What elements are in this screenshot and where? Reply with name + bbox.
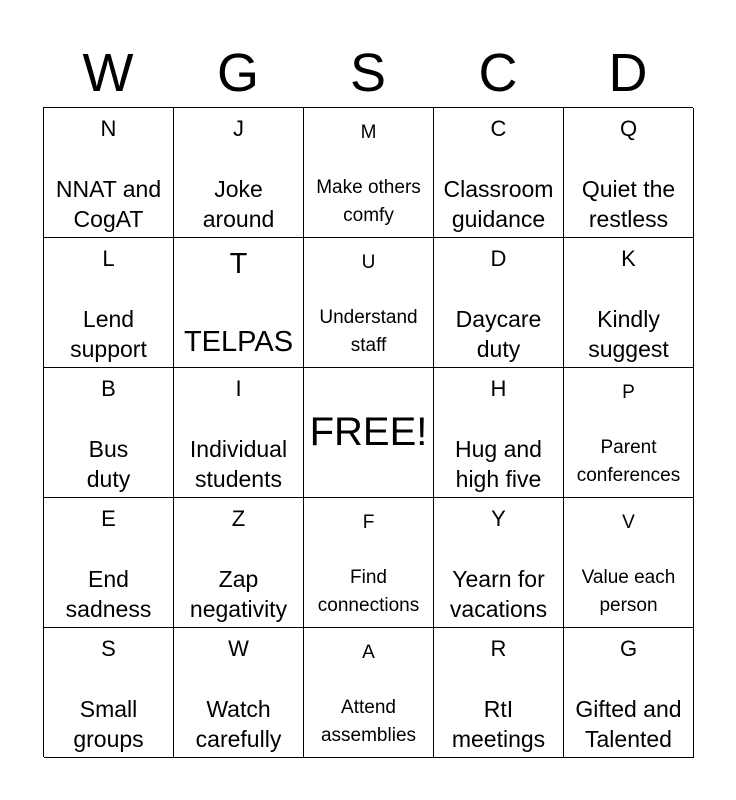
cell-letter: D (490, 246, 507, 271)
cell-text: Quiet the restless (581, 176, 676, 232)
bingo-board (43, 107, 693, 757)
cell-letter: U (361, 252, 376, 273)
cell-text: Classroom guidance (443, 176, 554, 232)
cell-text: Individual students (189, 436, 288, 492)
cell-text: Make others comfy (316, 177, 421, 226)
bingo-cell[interactable] (564, 108, 694, 238)
cell-text: Lend support (70, 306, 147, 362)
cell-text: Kindly suggest (588, 306, 669, 362)
cell-letter: P (622, 382, 635, 403)
cell-letter: M (360, 122, 377, 143)
cell-text: Hug and high five (455, 436, 542, 492)
bingo-cell[interactable] (44, 628, 174, 758)
cell-text: Find connections (317, 567, 420, 616)
cell-text: Small groups (73, 696, 144, 752)
bingo-cell[interactable] (304, 498, 434, 628)
bingo-cell[interactable] (434, 368, 564, 498)
cell-text: RtI meetings (451, 696, 546, 752)
bingo-cell[interactable] (44, 368, 174, 498)
cell-letter: E (101, 506, 116, 531)
bingo-cell[interactable] (174, 498, 304, 628)
bingo-cell[interactable] (434, 108, 564, 238)
cell-text: Watch carefully (195, 696, 282, 752)
cell-text: Understand staff (319, 307, 418, 356)
cell-letter: Q (619, 116, 638, 141)
cell-text: Value each person (581, 567, 676, 616)
cell-text: Daycare duty (455, 306, 542, 362)
cell-letter: G (619, 636, 638, 661)
bingo-cell[interactable] (174, 108, 304, 238)
cell-letter: L (102, 246, 115, 271)
cell-letter: B (101, 376, 116, 401)
cell-letter: J (233, 116, 244, 141)
cell-letter: N (100, 116, 117, 141)
cell-letter: I (235, 376, 242, 401)
cell-text: Attend assemblies (320, 697, 417, 746)
cell-letter: F (362, 512, 375, 533)
cell-text: Joke around (202, 176, 275, 232)
cell-text: Bus duty (86, 436, 131, 492)
cell-letter: K (621, 246, 636, 271)
header-letter-w: W (82, 43, 134, 103)
header-letter-g: G (216, 43, 259, 103)
header-letter-d: D (608, 43, 648, 103)
bingo-cell[interactable] (44, 498, 174, 628)
cell-letter: W (228, 636, 249, 661)
cell-text: NNAT and CogAT (55, 176, 162, 232)
cell-letter: S (101, 636, 116, 661)
bingo-cell[interactable] (304, 628, 434, 758)
bingo-cell[interactable] (304, 238, 434, 368)
bingo-cell[interactable] (434, 238, 564, 368)
bingo-cell[interactable] (174, 238, 304, 368)
bingo-cell[interactable] (564, 628, 694, 758)
cell-text: Yearn for vacations (449, 566, 548, 622)
bingo-cell[interactable] (434, 498, 564, 628)
cell-text: TELPAS (183, 326, 294, 358)
cell-text: Gifted and Talented (575, 696, 682, 752)
cell-letter: Y (491, 506, 506, 531)
cell-text: End sadness (65, 566, 152, 622)
header-letter-s: S (349, 43, 387, 103)
bingo-cell[interactable] (434, 628, 564, 758)
cell-letter: V (622, 512, 635, 533)
cell-letter: A (362, 642, 375, 663)
bingo-cell[interactable] (564, 368, 694, 498)
bingo-header (43, 40, 693, 106)
bingo-cell[interactable] (174, 368, 304, 498)
bingo-cell[interactable] (564, 238, 694, 368)
cell-letter: R (490, 636, 507, 661)
cell-letter: C (490, 116, 507, 141)
cell-letter: Z (231, 506, 246, 531)
cell-text: Zap negativity (189, 566, 288, 622)
free-space-cell[interactable] (304, 368, 434, 498)
bingo-cell[interactable] (44, 238, 174, 368)
header-letter-c: C (478, 43, 518, 103)
cell-text: Parent conferences (576, 437, 681, 486)
bingo-cell[interactable] (44, 108, 174, 238)
cell-letter: T (229, 248, 248, 280)
bingo-cell[interactable] (564, 498, 694, 628)
cell-letter: H (490, 376, 507, 401)
free-space-label: FREE! (309, 410, 428, 454)
bingo-cell[interactable] (304, 108, 434, 238)
bingo-cell[interactable] (174, 628, 304, 758)
